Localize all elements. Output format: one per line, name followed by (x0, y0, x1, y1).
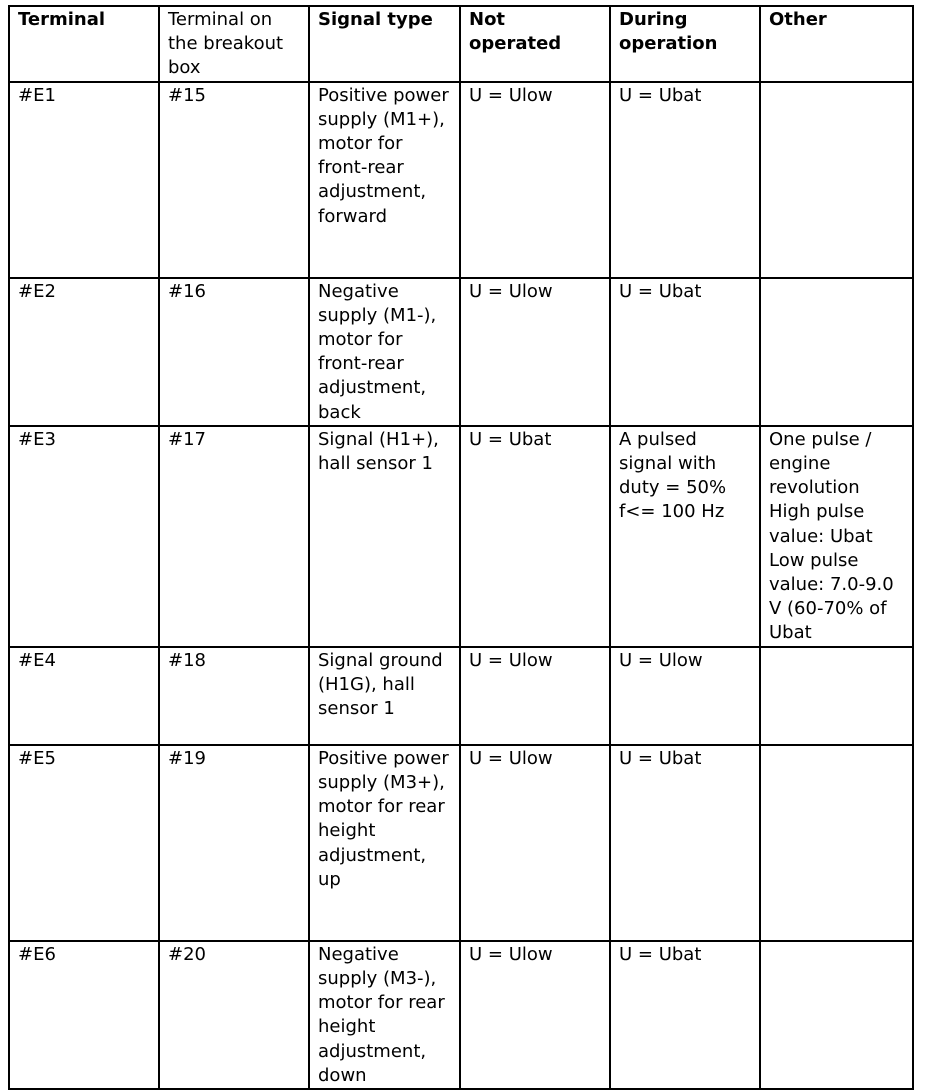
cell-during-operation: U = Ubat (610, 745, 760, 941)
cell-not-operated: U = Ulow (460, 278, 610, 426)
cell-not-operated: U = Ulow (460, 82, 610, 278)
cell-other (760, 647, 913, 745)
cell-breakout: #15 (159, 82, 309, 278)
cell-signal-type: Signal (H1+), hall sensor 1 (309, 426, 460, 647)
cell-breakout: #20 (159, 941, 309, 1089)
cell-other (760, 941, 913, 1089)
cell-not-operated: U = Ubat (460, 426, 610, 647)
cell-terminal: #E5 (9, 745, 159, 941)
cell-signal-type: Positive power supply (M1+), motor for front-rear adjustment, forward (309, 82, 460, 278)
table-row (9, 941, 913, 1089)
cell-terminal: #E2 (9, 278, 159, 426)
cell-during-operation: U = Ubat (610, 278, 760, 426)
cell-during-operation: U = Ubat (610, 941, 760, 1089)
table-row (9, 278, 913, 426)
terminal-signal-table (8, 5, 914, 1090)
header-other: Other (760, 6, 913, 82)
cell-during-operation: A pulsed signal with duty = 50% f<= 100 Hz (610, 426, 760, 647)
cell-during-operation: U = Ubat (610, 82, 760, 278)
header-breakout-terminal: Terminal on the breakout box (159, 6, 309, 82)
cell-signal-type: Positive power supply (M3+), motor for rear height adjustment, up (309, 745, 460, 941)
table-row (9, 745, 913, 941)
header-signal-type: Signal type (309, 6, 460, 82)
header-during-operation: During operation (610, 6, 760, 82)
cell-terminal: #E6 (9, 941, 159, 1089)
cell-breakout: #17 (159, 426, 309, 647)
cell-during-operation: U = Ulow (610, 647, 760, 745)
cell-terminal: #E3 (9, 426, 159, 647)
cell-signal-type: Signal ground (H1G), hall sensor 1 (309, 647, 460, 745)
cell-not-operated: U = Ulow (460, 647, 610, 745)
table-row (9, 647, 913, 745)
cell-breakout: #18 (159, 647, 309, 745)
cell-other (760, 278, 913, 426)
cell-terminal: #E1 (9, 82, 159, 278)
cell-signal-type: Negative supply (M3-), motor for rear height adjustment, down (309, 941, 460, 1089)
header-terminal: Terminal (9, 6, 159, 82)
cell-not-operated: U = Ulow (460, 745, 610, 941)
table-row (9, 82, 913, 278)
header-not-operated: Not operated (460, 6, 610, 82)
table-header-row (9, 6, 913, 82)
cell-other (760, 82, 913, 278)
cell-signal-type: Negative supply (M1-), motor for front-rear adjustment, back (309, 278, 460, 426)
cell-terminal: #E4 (9, 647, 159, 745)
cell-breakout: #16 (159, 278, 309, 426)
table-row (9, 426, 913, 647)
cell-other (760, 745, 913, 941)
cell-breakout: #19 (159, 745, 309, 941)
cell-not-operated: U = Ulow (460, 941, 610, 1089)
cell-other: One pulse / engine revolution High pulse value: Ubat Low pulse value: 7.0-9.0 V (60-70% of Ubat (760, 426, 913, 647)
